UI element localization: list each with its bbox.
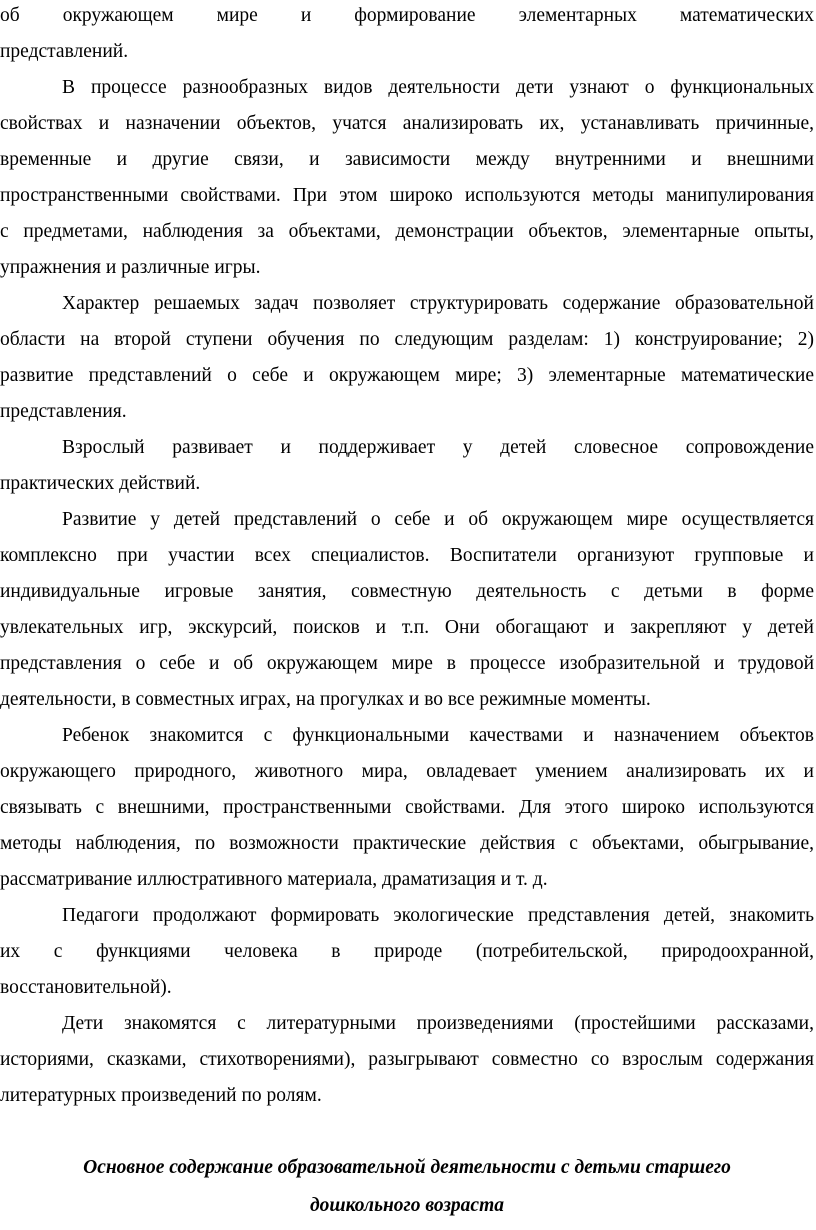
paragraph — [0, 718, 814, 898]
text-line: Характер решаемых задач позволяет структурировать содержание образовательной — [62, 293, 814, 314]
text-line: с предметами, наблюдения за объектами, демонстрации объектов, элементарные опыты, — [0, 221, 814, 242]
text-line: Дети знакомятся с литературными произведениями (простейшими рассказами, — [62, 1013, 814, 1034]
paragraph — [0, 502, 814, 718]
text-line: Взрослый развивает и поддерживает у детей словесное сопровождение — [62, 437, 814, 458]
text-line: деятельности, в совместных играх, на прогулках и во все режимные моменты. — [0, 689, 651, 710]
paragraph — [0, 286, 814, 430]
text-line: Развитие у детей представлений о себе и об окружающем мире осуществляется — [62, 509, 814, 530]
paragraph — [0, 70, 814, 286]
text-line: методы наблюдения, по возможности практические действия с объектами, обыгрывание, — [0, 833, 814, 854]
text-line: представления. — [0, 401, 127, 422]
section-heading-line-1: Основное содержание образовательной деятельности с детьми старшего — [83, 1157, 731, 1178]
paragraph — [0, 430, 814, 502]
text-line: рассматривание иллюстративного материала, драматизация и т. д. — [0, 869, 548, 890]
paragraph — [0, 0, 814, 70]
text-line: представления о себе и об окружающем мире в процессе изобразительной и трудовой — [0, 653, 814, 674]
text-line: их с функциями человека в природе (потребительской, природоохранной, — [0, 941, 814, 962]
text-line: окружающего природного, животного мира, овладевает умением анализировать их и — [0, 761, 814, 782]
text-line: временные и другие связи, и зависимости между внутренними и внешними — [0, 149, 814, 170]
text-line: увлекательных игр, экскурсий, поисков и т.п. Они обогащают и закрепляют у детей — [0, 617, 814, 638]
text-line: литературных произведений по ролям. — [0, 1085, 322, 1106]
text-line: комплексно при участии всех специалистов. Воспитатели организуют групповые и — [0, 545, 814, 566]
text-line: Педагоги продолжают формировать экологические представления детей, знакомить — [62, 905, 814, 926]
text-line: области на второй ступени обучения по следующим разделам: 1) конструирование; 2) — [0, 329, 814, 350]
text-line: представлений. — [0, 41, 129, 62]
text-line: индивидуальные игровые занятия, совместную деятельность с детьми в форме — [0, 581, 814, 602]
text-line: Ребенок знакомится с функциональными качествами и назначением объектов — [62, 725, 814, 746]
paragraph — [0, 1006, 814, 1114]
text-line: восстановительной). — [0, 977, 172, 998]
text-line: практических действий. — [0, 473, 201, 494]
paragraph — [0, 898, 814, 1006]
section-heading-line-2: дошкольного возраста — [309, 1195, 505, 1216]
text-line: связывать с внешними, пространственными свойствами. Для этого широко используются — [0, 797, 814, 818]
text-line: свойствах и назначении объектов, учатся анализировать их, устанавливать причинные, — [0, 113, 814, 134]
text-line: В процессе разнообразных видов деятельности дети узнают о функциональных — [62, 77, 814, 98]
text-line: пространственными свойствами. При этом широко используются методы манипулирования — [0, 185, 814, 206]
text-line: упражнения и различные игры. — [0, 257, 261, 278]
text-line: развитие представлений о себе и окружающем мире; 3) элементарные математические — [0, 365, 814, 386]
text-line: об окружающем мире и формирование элементарных математических — [0, 5, 814, 26]
text-line: историями, сказками, стихотворениями), разыгрывают совместно со взрослым содержания — [0, 1049, 814, 1070]
